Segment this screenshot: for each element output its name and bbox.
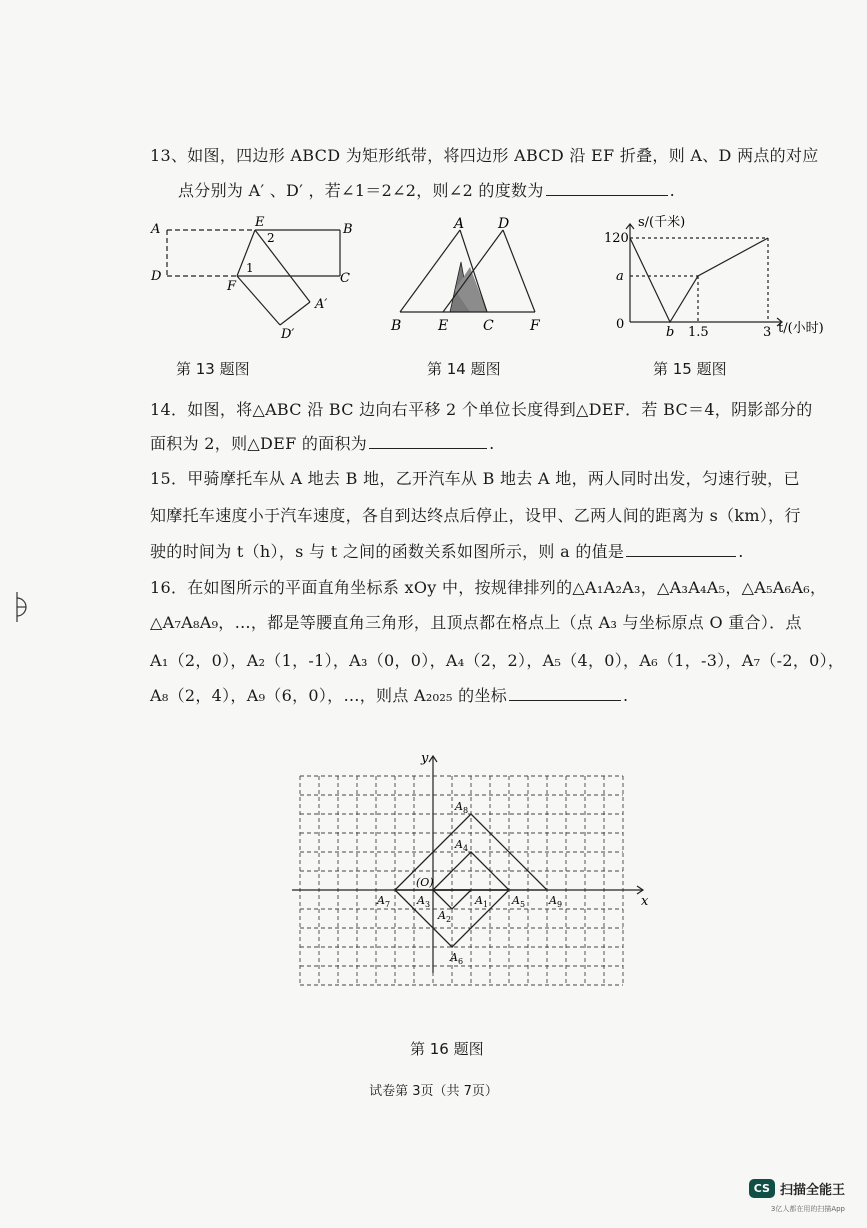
point-label-A9: $A_9$ [549,894,563,909]
q15-line3 [150,539,744,562]
q16-line3: A₁（2，0），A₂（1，-1），A₃（0，0），A₄（2，2），A₅（4，0），A₆（1，-3），A₇（-2，0）， [150,651,845,670]
q15-line3-end: . [738,542,744,561]
q15-caption: 第 15 题图 [653,360,727,378]
q15-line1: 15．甲骑摩托车从 A 地去 B 地，乙开汽车从 B 地去 A 地，两人同时出发，匀速行驶，已 [150,469,800,488]
point-label-A8: $A_8$ [455,800,469,815]
q15-line3-text: 驶的时间为 t（h），s 与 t 之间的函数关系如图所示，则 a 的值是 [150,542,625,561]
q15-line2: 知摩托车速度小于汽车速度，各自到达终点后停止，设甲、乙两人间的距离为 s（km），行 [150,506,801,525]
fig13-label-E: E [255,215,265,230]
q14-answer-blank [369,434,487,449]
point-label-A2: $A_2$ [438,909,452,924]
fig15-ya: a [616,269,624,284]
q16-line4-text: A₈（2，4），A₉（6，0），…，则点 A₂₀₂₅ 的坐标 [150,686,508,705]
point-label-A5: $A_5$ [512,894,526,909]
q14-line2 [150,431,494,454]
q16-line1: 16．在如图所示的平面直角坐标系 xOy 中，按规律排列的△A₁A₂A₃，△A₃A₄A₅，△A₅A₆A₆， [150,578,827,597]
fig15-y120: 120 [604,231,629,246]
q13-answer-blank [546,181,668,196]
fig15-xlabel: t/(小时) [778,321,824,336]
fig15-x15: 1.5 [688,325,709,340]
point-label-A4: $A_4$ [455,838,469,853]
fig13-label-B: B [343,222,353,237]
fig13-label-1: 1 [246,261,254,275]
q16-answer-blank [509,686,621,701]
figure-13 [145,210,353,350]
q13-line2-end: . [669,181,676,200]
fig13-label-D: D [151,269,162,284]
q16-line4-end: . [623,686,629,705]
fig13-label-A-prime: A′ [315,297,328,312]
figure-14 [385,212,555,342]
q13-caption: 第 13 题图 [176,360,250,378]
q15-answer-blank [626,542,736,557]
fig13-label-F: F [227,279,237,294]
fig13-label-A: A [151,222,161,237]
fig13-label-D-prime: D′ [281,327,295,342]
q13-line1: 13、如图，四边形 ABCD 为矩形纸带，将四边形 ABCD 沿 EF 折叠，则 A、D 两点的对应 [150,146,819,165]
fig14-label-A: A [454,216,465,232]
fig16-y-axis-label: y [421,751,429,766]
watermark-brand: 扫描全能王 [779,1183,845,1198]
scanner-watermark [749,1178,845,1213]
point-label-A1: $A_1$ [475,894,489,909]
figure-16 [285,740,665,1010]
fig14-label-B: B [391,318,402,334]
point-label-A7: $A_7$ [377,894,391,909]
q14-line2-text: 面积为 2，则△DEF 的面积为 [150,434,368,453]
q16-line4 [150,683,628,706]
fig16-origin-label: (O) [416,876,434,889]
fig13-label-2: 2 [267,231,275,245]
fig15-x3: 3 [763,325,772,340]
fig14-label-C: C [483,318,494,334]
point-label-A3: $A_3$ [417,894,431,909]
fig14-label-F: F [530,318,540,334]
fig15-origin: 0 [616,317,625,332]
binding-mark [10,590,34,624]
triangle [433,890,471,909]
q14-line1: 14．如图，将△ABC 沿 BC 边向右平移 2 个单位长度得到△DEF．若 BC＝4，阴影部分的 [150,400,813,419]
fig14-label-E: E [438,318,449,334]
q16-line2: △A₇A₈A₉，…，都是等腰直角三角形，且顶点都在格点上（点 A₃ 与坐标原点 O 重合）．点 [150,613,802,632]
watermark-sub: 3亿人都在用的扫描App [770,1205,845,1213]
fig13-label-C: C [340,271,350,286]
q13-line2 [178,178,675,201]
q14-line2-end: . [489,434,495,453]
fig15-xb: b [666,325,675,340]
q14-caption: 第 14 题图 [427,360,501,378]
q13-line2-text: 点分别为 A′ 、D′ ，若∠1＝2∠2，则∠2 的度数为 [178,181,544,200]
fig14-label-D: D [498,216,510,232]
page-footer: 试卷第 3页（共 7页） [369,1084,498,1099]
point-label-A6: $A_6$ [450,951,464,966]
watermark-badge: CS [749,1179,775,1198]
q16-caption: 第 16 题图 [410,1040,484,1058]
figure-15 [604,210,855,345]
fig15-ylabel: s/(千米) [638,215,686,230]
fig16-x-axis-label: x [641,894,649,909]
